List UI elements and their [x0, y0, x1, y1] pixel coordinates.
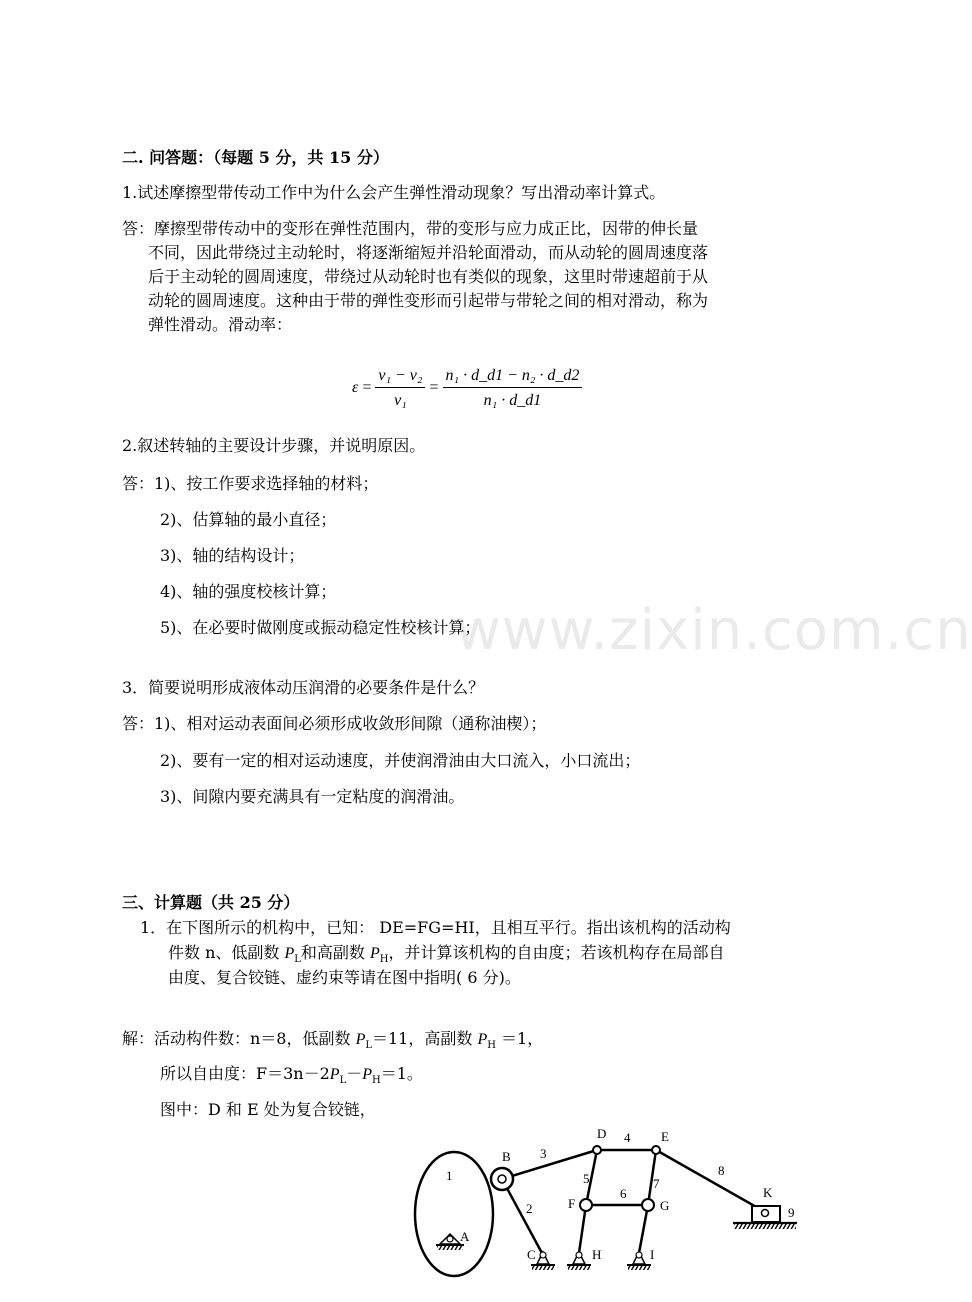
- label-1: 1: [446, 1168, 453, 1183]
- label-f: F: [568, 1196, 576, 1211]
- label-h: H: [592, 1247, 602, 1262]
- q2-question: 2.叙述转轴的主要设计步骤，并说明原因。: [122, 436, 426, 455]
- joint-e: [652, 1146, 660, 1154]
- label-b: B: [502, 1149, 511, 1164]
- joint-d: [593, 1146, 601, 1154]
- label-d: D: [597, 1126, 607, 1141]
- link-fh: [579, 1205, 586, 1253]
- formula-frac1-num: v₁ − v₂: [375, 367, 425, 388]
- label-8: 8: [718, 1163, 725, 1178]
- label-9: 9: [788, 1205, 795, 1220]
- q2-answer-4: 4)、轴的强度校核计算；: [160, 582, 337, 601]
- label-c: C: [527, 1247, 536, 1262]
- pl-symbol: P: [284, 945, 295, 962]
- sol-pl-sub: L: [365, 1040, 372, 1052]
- link-2-bc: [502, 1179, 543, 1255]
- section3-title: 三、计算题（共 25 分）: [122, 893, 300, 912]
- label-2: 2: [526, 1201, 533, 1216]
- label-6: 6: [620, 1186, 627, 1201]
- ground-i: [627, 1252, 651, 1270]
- q1-answer-line2: 不同，因此带绕过主动轮时，将逐渐缩短并沿轮面滑动，而从动轮的圆周速度落: [148, 243, 709, 262]
- q1-answer-line3: 后于主动轮的圆周速度，带绕过从动轮时也有类似的现象，这里时带速超前于从: [148, 267, 709, 286]
- label-5: 5: [583, 1171, 590, 1186]
- solution-line2a: 所以自由度：F＝3n－2: [160, 1064, 330, 1083]
- q3-answer-2: 2)、要有一定的相对运动速度，并使润滑油由大口流入，小口流出；: [160, 751, 641, 770]
- q2-answer-5: 5)、在必要时做刚度或振动稳定性校核计算；: [160, 618, 481, 637]
- slip-rate-formula: ε = $\frac{\text{v₁ − v₂}}{\text{v₁}}$ = $\frac{\text{n₁ · d\_d1 − n₂ · d\_d2}}{\text{n₁ · d\_d1}}$: [352, 360, 582, 416]
- label-e: E: [661, 1129, 669, 1144]
- cam-link-1: [415, 1152, 493, 1276]
- solution-line2c: ＝1。: [380, 1064, 423, 1083]
- q2-answer-2: 2)、估算轴的最小直径；: [160, 510, 337, 529]
- sol-pl-symbol: P: [355, 1031, 366, 1048]
- ph-symbol: P: [370, 945, 380, 962]
- pl-sub: L: [294, 954, 301, 966]
- joint-f: [580, 1199, 592, 1211]
- label-k: K: [763, 1185, 773, 1200]
- ph-sub: H: [379, 954, 389, 966]
- formula-frac2-den: n₁ · d_d1: [483, 391, 542, 409]
- sol2-ph-sub: H: [372, 1075, 381, 1087]
- roller-b: [491, 1168, 513, 1190]
- sol2-ph-symbol: P: [362, 1066, 372, 1083]
- label-3: 3: [540, 1146, 547, 1161]
- section2-title: 二. 问答题：（每题 5 分，共 15 分）: [122, 148, 389, 167]
- solution-line3: 图中：D 和 E 处为复合铰链，: [160, 1100, 376, 1119]
- formula-lhs: ε: [352, 379, 359, 396]
- link-gi: [639, 1205, 648, 1253]
- q2-answer-1: 答：1)、按工作要求选择轴的材料；: [122, 474, 379, 493]
- q3-question: 3．简要说明形成液体动压润滑的必要条件是什么？: [122, 678, 485, 697]
- q1-answer-line5: 弹性滑动。滑动率：: [148, 315, 293, 334]
- label-7: 7: [653, 1176, 660, 1191]
- formula-frac1-den: v₁: [394, 391, 407, 409]
- solution-line1c: ＝1，: [495, 1029, 544, 1048]
- label-g: G: [660, 1198, 670, 1213]
- s3-q1-line2a: 件数 n、低副数: [168, 943, 285, 962]
- sol-ph-sub: H: [487, 1040, 496, 1052]
- q1-answer-line4: 动轮的圆周速度。这种由于带的弹性变形而引起带与带轮之间的相对滑动，称为: [148, 291, 709, 310]
- label-i: I: [650, 1247, 655, 1262]
- q3-answer-1: 答：1)、相对运动表面间必须形成收敛形间隙（通称油楔）；: [122, 714, 547, 733]
- s3-q1-line2c: ，并计算该机构的自由度；若该机构存在局部自: [388, 943, 725, 962]
- ground-h: [567, 1252, 591, 1270]
- q3-answer-3: 3)、间隙内要充满具有一定粘度的润滑油。: [160, 787, 465, 806]
- sol2-pl-sub: L: [339, 1075, 347, 1087]
- s3-q1-line3: 由度、复合铰链、虚约束等请在图中指明( 6 分)。: [168, 968, 521, 987]
- q1-answer-line1: 答：摩擦型带传动中的变形在弹性范围内，带的变形与应力成正比，因带的伸长量: [122, 219, 699, 238]
- solution-line2b: －: [346, 1064, 363, 1083]
- joint-g: [642, 1199, 654, 1211]
- formula-frac2-num: n₁ · d_d1 − n₂ · d_d2: [443, 367, 583, 388]
- q1-question: 1.试述摩擦型带传动工作中为什么会产生弹性滑动现象？写出滑动率计算式。: [122, 183, 666, 202]
- sol2-pl-symbol: P: [329, 1066, 340, 1083]
- watermark: www.zixin.com.cn: [455, 598, 972, 663]
- label-4: 4: [624, 1130, 631, 1145]
- solution-line1b: ＝11，高副数: [372, 1029, 478, 1048]
- s3-q1-line1: 1．在下图所示的机构中，已知： DE=FG=HI，且相互平行。指出该机构的活动构: [140, 918, 731, 937]
- sol-ph-symbol: P: [477, 1031, 488, 1048]
- q2-answer-3: 3)、轴的结构设计；: [160, 546, 305, 565]
- solution-line1a: 解：活动构件数：n＝8，低副数: [122, 1029, 356, 1048]
- label-a: A: [460, 1229, 470, 1244]
- s3-q1-line2b: 和高副数: [300, 943, 370, 962]
- link-8-ek: [656, 1150, 765, 1212]
